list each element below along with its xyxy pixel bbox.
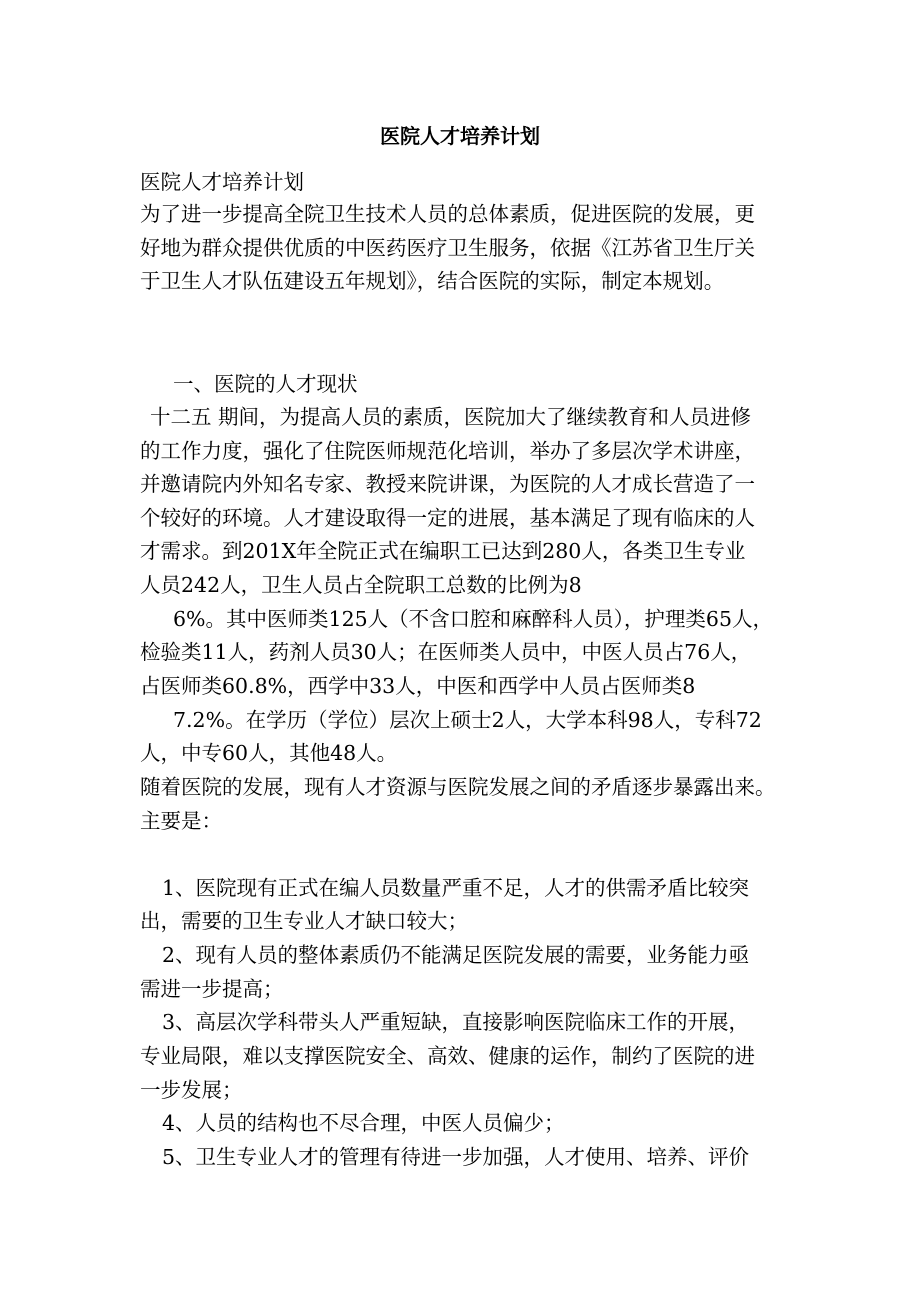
body-line: 的工作力度，强化了住院医师规范化培训，举办了多层次学术讲座， xyxy=(140,439,755,463)
body-line: 主要是： xyxy=(140,809,222,833)
subtitle-line: 医院人才培养计划 xyxy=(140,170,304,194)
intro-line-3: 于卫生人才队伍建设五年规划》，结合医院的实际，制定本规划。 xyxy=(140,269,725,293)
body-line: 检验类11人，药剂人员30人；在医师类人员中，中医人员占76人， xyxy=(140,640,752,664)
body-line: 个较好的环境。人才建设取得一定的进展，基本满足了现有临床的人 xyxy=(140,506,755,530)
body-line: 占医师类60.8%，西学中33人，中医和西学中人员占医师类8 xyxy=(140,674,696,698)
list-item-1-cont: 出，需要的卫生专业人才缺口较大； xyxy=(140,909,468,933)
intro-line-2: 好地为群众提供优质的中医药医疗卫生服务，依据《江苏省卫生厅关 xyxy=(140,236,755,260)
body-line: 人员242人，卫生人员占全院职工总数的比例为8 xyxy=(140,573,582,597)
document-title: 医院人才培养计划 xyxy=(380,124,540,148)
body-line: 十二五 期间，为提高人员的素质，医院加大了继续教育和人员进修 xyxy=(150,405,752,429)
body-line: 7.2%。在学历（学位）层次上硕士2人，大学本科98人，专科72 xyxy=(173,708,762,732)
intro-line-1: 为了进一步提高全院卫生技术人员的总体素质，促进医院的发展，更 xyxy=(140,202,755,226)
list-item-3-cont: 专业局限，难以支撑医院安全、高效、健康的运作，制约了医院的进 xyxy=(140,1044,755,1068)
list-item-4: 4、人员的结构也不尽合理，中医人员偏少； xyxy=(162,1111,565,1135)
list-item-3-cont: 一步发展； xyxy=(140,1078,243,1102)
list-item-2: 2、现有人员的整体素质仍不能满足医院发展的需要，业务能力亟 xyxy=(162,943,750,967)
list-item-1: 1、医院现有正式在编人员数量严重不足，人才的供需矛盾比较突 xyxy=(162,876,750,900)
body-line: 才需求。到201X年全院正式在编职工已达到280人，各类卫生专业 xyxy=(140,539,746,563)
section-heading: 一、医院的人才现状 xyxy=(173,372,358,396)
body-line: 6%。其中医师类125人（不含口腔和麻醉科人员），护理类65人， xyxy=(173,607,773,631)
body-line: 随着医院的发展，现有人才资源与医院发展之间的矛盾逐步暴露出来。 xyxy=(140,775,776,799)
body-line: 人，中专60人，其他48人。 xyxy=(140,741,398,765)
body-line: 并邀请院内外知名专家、教授来院讲课，为医院的人才成长营造了一 xyxy=(140,472,755,496)
list-item-2-cont: 需进一步提高； xyxy=(140,977,284,1001)
list-item-3: 3、高层次学科带头人严重短缺，直接影响医院临床工作的开展， xyxy=(162,1010,750,1034)
list-item-5: 5、卫生专业人才的管理有待进一步加强，人才使用、培养、评价 xyxy=(162,1145,750,1169)
